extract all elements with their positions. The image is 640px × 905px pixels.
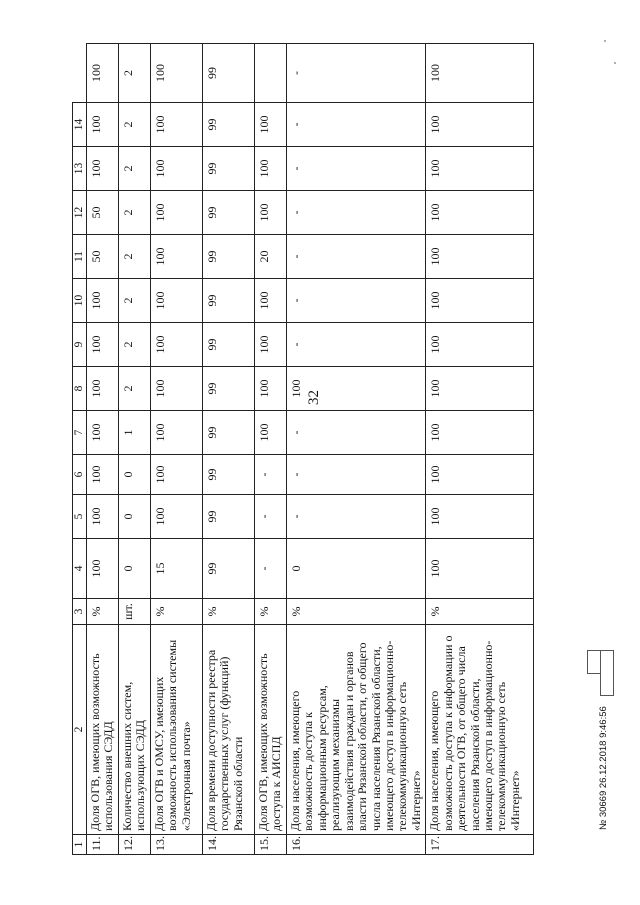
value-cell: 100 <box>426 539 534 599</box>
value-cell: 0 <box>119 539 151 599</box>
value-cell: 100 <box>426 323 534 367</box>
value-cell: 100 <box>87 103 119 147</box>
value-cell: - <box>286 103 425 147</box>
unit: % <box>286 599 425 625</box>
column-header: 13 <box>73 147 87 191</box>
value-cell: 99 <box>203 44 255 103</box>
column-header: 2 <box>73 625 87 835</box>
indicator-name: Доля ОГВ, имеющих возможность доступа к АИСПД <box>255 625 287 835</box>
indicator-name: Доля времени доступности реестра государственных услуг (функций) Рязанской области <box>203 625 255 835</box>
value-cell: 100 <box>151 235 203 279</box>
value-cell: 100 <box>151 495 203 539</box>
value-cell: 100 <box>426 279 534 323</box>
value-cell: - <box>286 147 425 191</box>
column-header: 7 <box>73 411 87 455</box>
value-cell: 99 <box>203 147 255 191</box>
table-row <box>255 44 287 855</box>
row-number: 13. <box>151 835 203 855</box>
value-cell: 100 <box>151 147 203 191</box>
value-cell: - <box>286 44 425 103</box>
value-cell: 100 <box>87 279 119 323</box>
table-body <box>87 44 534 855</box>
column-header: 1 <box>73 835 87 855</box>
value-cell: - <box>255 539 287 599</box>
row-number: 12. <box>119 835 151 855</box>
value-cell: 99 <box>203 235 255 279</box>
unit: % <box>255 599 287 625</box>
column-header: 3 <box>73 599 87 625</box>
value-cell: 2 <box>119 367 151 411</box>
column-header: 14 <box>73 103 87 147</box>
row-number: 15. <box>255 835 287 855</box>
value-cell: 100 <box>87 411 119 455</box>
value-cell: 99 <box>203 367 255 411</box>
unit: шт. <box>119 599 151 625</box>
value-cell: - <box>255 455 287 495</box>
value-cell: 99 <box>203 411 255 455</box>
value-cell: 2 <box>119 44 151 103</box>
column-header: 9 <box>73 323 87 367</box>
value-cell: 99 <box>203 495 255 539</box>
page-number: 32 <box>306 390 322 405</box>
value-cell: 100 <box>87 44 119 103</box>
value-cell: 99 <box>203 323 255 367</box>
registry-stamp-frame <box>600 650 614 696</box>
value-cell: 100 <box>286 367 425 411</box>
indicator-name: Доля ОГВ, имеющих возможность использования СЭДД <box>87 625 119 835</box>
value-cell: 99 <box>203 539 255 599</box>
value-cell: 100 <box>151 103 203 147</box>
value-cell: 100 <box>87 455 119 495</box>
value-cell: 2 <box>119 191 151 235</box>
row-number: 16. <box>286 835 425 855</box>
value-cell: 100 <box>255 323 287 367</box>
value-cell: 2 <box>119 147 151 191</box>
table-row <box>87 44 119 855</box>
value-cell: 100 <box>151 279 203 323</box>
value-cell: 100 <box>426 44 534 103</box>
value-cell: 100 <box>87 495 119 539</box>
indicator-name: Доля ОГВ и ОМСУ, имеющих возможность использования системы «Электронная почта» <box>151 625 203 835</box>
header-row <box>73 44 87 855</box>
value-cell: 100 <box>87 323 119 367</box>
unit: % <box>87 599 119 625</box>
table-row <box>286 44 425 855</box>
indicator-name: Доля населения, имеющего возможность доступа к информационным ресурсам, реализующим механизмы взаимодействия граждан и органов власти Рязанской области, от общего числа населения Рязанской области, имеющего доступ в информационно-телекоммуникационную сеть «Интернет» <box>286 625 425 835</box>
row-number: 17. <box>426 835 534 855</box>
value-cell: 99 <box>203 455 255 495</box>
value-cell: - <box>286 235 425 279</box>
value-cell: 0 <box>119 455 151 495</box>
row-number: 11. <box>87 835 119 855</box>
column-header: 10 <box>73 279 87 323</box>
value-cell: 100 <box>255 279 287 323</box>
value-cell: 100 <box>426 367 534 411</box>
indicators-table-container <box>72 43 582 855</box>
unit: % <box>426 599 534 625</box>
value-cell: 15 <box>151 539 203 599</box>
row-number: 14. <box>203 835 255 855</box>
indicator-name: Количество внешних систем, использующих СЭДД <box>119 625 151 835</box>
value-cell: 100 <box>426 411 534 455</box>
value-cell: 100 <box>151 44 203 103</box>
value-cell: 99 <box>203 279 255 323</box>
value-cell: 100 <box>151 455 203 495</box>
value-cell: - <box>286 411 425 455</box>
indicator-name: Доля населения, имеющего возможность доступа к информации о деятельности ОГВ, от общего числа населения Рязанской области, имеющего доступ в информационно-телекоммуникационную сеть «Интернет» <box>426 625 534 835</box>
value-cell: 2 <box>119 103 151 147</box>
column-header: 12 <box>73 191 87 235</box>
value-cell: 50 <box>87 235 119 279</box>
scan-speck <box>614 62 616 64</box>
scan-speck <box>604 40 606 42</box>
table-row <box>426 44 534 855</box>
value-cell: 100 <box>426 235 534 279</box>
value-cell: 99 <box>203 191 255 235</box>
value-cell: 100 <box>255 411 287 455</box>
value-cell: - <box>286 495 425 539</box>
column-header: 8 <box>73 367 87 411</box>
value-cell: - <box>286 455 425 495</box>
value-cell: 100 <box>426 103 534 147</box>
registry-stamp <box>587 650 601 674</box>
value-cell: - <box>286 191 425 235</box>
value-cell: 100 <box>426 191 534 235</box>
value-cell: 100 <box>255 191 287 235</box>
column-header: 4 <box>73 539 87 599</box>
table-row <box>151 44 203 855</box>
value-cell: 100 <box>255 367 287 411</box>
value-cell: 50 <box>87 191 119 235</box>
value-cell <box>255 44 287 103</box>
column-header: 11 <box>73 235 87 279</box>
column-header: 6 <box>73 455 87 495</box>
value-cell: 100 <box>87 539 119 599</box>
value-cell: - <box>255 495 287 539</box>
value-cell: 0 <box>286 539 425 599</box>
value-cell: 2 <box>119 279 151 323</box>
indicators-table <box>72 43 534 855</box>
table-row <box>119 44 151 855</box>
value-cell: 0 <box>119 495 151 539</box>
unit: % <box>203 599 255 625</box>
value-cell: 100 <box>151 191 203 235</box>
value-cell: 99 <box>203 103 255 147</box>
value-cell: 100 <box>151 367 203 411</box>
value-cell: 100 <box>255 103 287 147</box>
value-cell: - <box>286 323 425 367</box>
value-cell: 100 <box>87 147 119 191</box>
unit: % <box>151 599 203 625</box>
value-cell: 100 <box>87 367 119 411</box>
value-cell: - <box>286 279 425 323</box>
value-cell: 2 <box>119 235 151 279</box>
value-cell: 2 <box>119 323 151 367</box>
table-row <box>203 44 255 855</box>
value-cell: 100 <box>426 495 534 539</box>
value-cell: 100 <box>255 147 287 191</box>
value-cell: 20 <box>255 235 287 279</box>
value-cell: 1 <box>119 411 151 455</box>
value-cell: 100 <box>151 323 203 367</box>
value-cell: 100 <box>151 411 203 455</box>
value-cell: 100 <box>426 147 534 191</box>
column-header: 5 <box>73 495 87 539</box>
document-footer: № 30669 26.12.2018 9:46:56 <box>598 706 609 830</box>
value-cell: 100 <box>426 455 534 495</box>
